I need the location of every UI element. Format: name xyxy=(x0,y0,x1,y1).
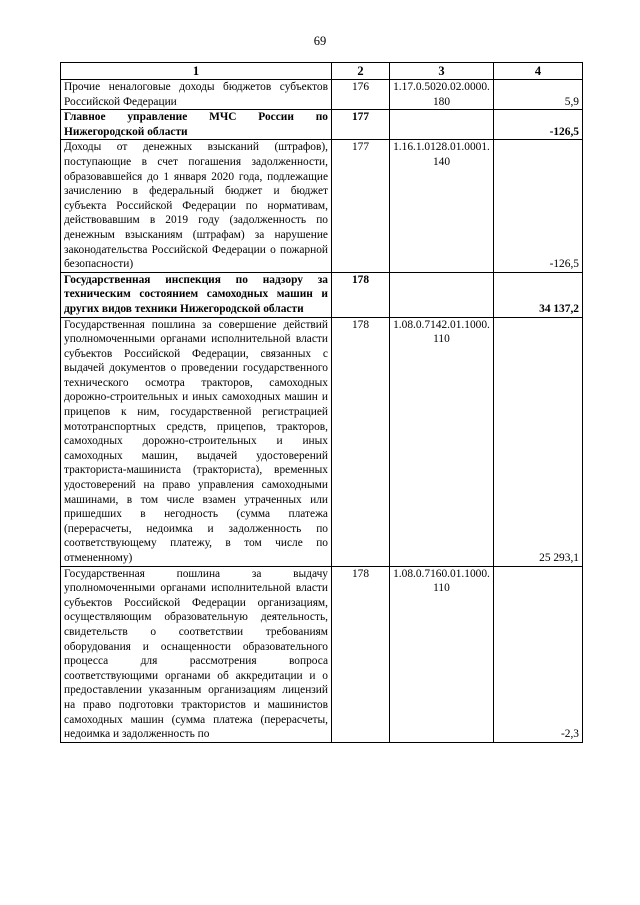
page-number: 69 xyxy=(313,34,327,48)
row-code: 177 xyxy=(332,110,390,140)
row-code: 178 xyxy=(332,317,390,566)
budget-revenue-table xyxy=(60,62,583,743)
table-row xyxy=(61,317,583,566)
row-kbk: 1.08.0.7160.01.1000. 110 xyxy=(390,566,494,742)
row-kbk xyxy=(390,110,494,140)
row-amount: 5,9 xyxy=(494,80,583,110)
row-kbk: 1.16.1.0128.01.0001. 140 xyxy=(390,140,494,272)
table-header-row xyxy=(61,63,583,80)
header-cell-4: 4 xyxy=(494,63,583,80)
row-name: Государственная инспекция по надзору за техническим состоянием самоходных машин и других видов техники Нижегородской области xyxy=(61,272,332,317)
row-kbk: 1.17.0.5020.02.0000. 180 xyxy=(390,80,494,110)
row-name: Государственная пошлина за совершение действий уполномоченными органами исполнительной власти субъектов Российской Федерации, связанных с выдачей документов о проведении государственного технического осмотра тракторов, самоходных дорожно-строительных и иных самоходных машин и прицепов к ним, государственной регистрацией мототранспортных средств, прицепов, тракторов, самоходных дорожно-строительных и иных самоходных машин, выдачей удостоверений тракториста-машиниста (тракториста), временных удостоверений на право управления самоходными машинами, в том числе взамен утраченных или пришедших в негодность (сумма платежа (перерасчеты, недоимка и задолженность по соответствующему платежу, в том числе по отмененному) xyxy=(61,317,332,566)
row-kbk xyxy=(390,272,494,317)
row-amount: -126,5 xyxy=(494,110,583,140)
table-row xyxy=(61,140,583,272)
row-code: 178 xyxy=(332,272,390,317)
row-code: 178 xyxy=(332,566,390,742)
row-amount: 25 293,1 xyxy=(494,317,583,566)
row-code: 177 xyxy=(332,140,390,272)
row-name: Прочие неналоговые доходы бюджетов субъектов Российской Федерации xyxy=(61,80,332,110)
row-amount: -2,3 xyxy=(494,566,583,742)
header-cell-3: 3 xyxy=(390,63,494,80)
row-name: Государственная пошлина за выдачу уполномоченными органами исполнительной власти субъектов Российской Федерации организациям, осуществляющим образовательную деятельность, свидетельств о соответствии требованиям оборудования и оснащенности образовательного процесса для рассмотрения вопроса соответствующими органами об аккредитации и о предоставлении указанным организациям лицензий на право подготовки трактористов и машинистов самоходных машин (сумма платежа (перерасчеты, недоимка и задолженность по xyxy=(61,566,332,742)
row-name: Доходы от денежных взысканий (штрафов), поступающие в счет погашения задолженности, образовавшейся до 1 января 2020 года, подлежащие зачислению в федеральный бюджет и бюджет субъекта Российской Федерации по нормативам, действовавшим в 2019 году (задолженность по денежным взысканиям (штрафам) за нарушение законодательства Российской Федерации о пожарной безопасности) xyxy=(61,140,332,272)
table-row xyxy=(61,80,583,110)
row-kbk: 1.08.0.7142.01.1000. 110 xyxy=(390,317,494,566)
table-row xyxy=(61,566,583,742)
row-amount: 34 137,2 xyxy=(494,272,583,317)
header-cell-2: 2 xyxy=(332,63,390,80)
row-name: Главное управление МЧС России по Нижегородской области xyxy=(61,110,332,140)
table-row xyxy=(61,110,583,140)
row-code: 176 xyxy=(332,80,390,110)
header-cell-1: 1 xyxy=(61,63,332,80)
row-amount: -126,5 xyxy=(494,140,583,272)
table-row xyxy=(61,272,583,317)
